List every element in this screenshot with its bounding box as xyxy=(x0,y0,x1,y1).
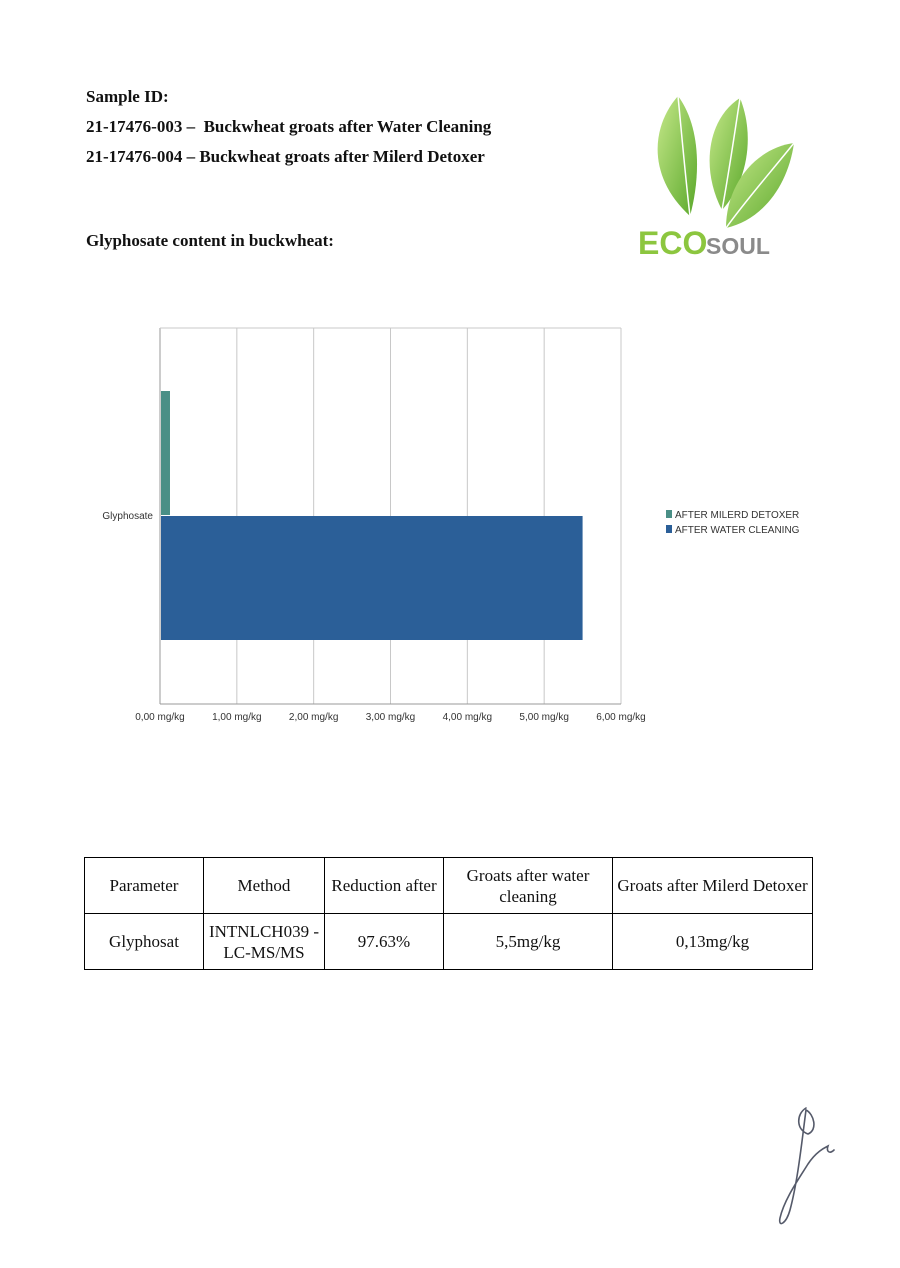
sample-id-label: Sample ID: xyxy=(86,87,169,106)
chart-x-ticks xyxy=(135,712,645,723)
cell-parameter: Glyphosat xyxy=(85,914,204,970)
table-header-row xyxy=(85,858,813,914)
table-row xyxy=(85,914,813,970)
section-title: Glyphosate content in buckwheat: xyxy=(86,231,334,250)
header-reduction: Reduction after xyxy=(325,858,444,914)
x-tick-label: 2,00 mg/kg xyxy=(288,712,339,723)
logo-text-eco: ECO xyxy=(638,225,708,261)
legend-swatch xyxy=(666,510,672,518)
legend-swatch xyxy=(666,525,672,533)
cell-milerd-detoxer: 0,13mg/kg xyxy=(613,914,813,970)
x-tick-label: 0,00 mg/kg xyxy=(135,712,185,723)
cell-method: INTNLCH039 - LC-MS/MS xyxy=(204,914,325,970)
results-table xyxy=(84,857,813,970)
cell-water-cleaning: 5,5mg/kg xyxy=(444,914,613,970)
x-tick-label: 1,00 mg/kg xyxy=(212,712,262,723)
sample-id-1: 21-17476-003 – Buckwheat groats after Water Cleaning xyxy=(86,117,492,136)
ecosoul-logo xyxy=(630,88,810,263)
glyphosate-chart xyxy=(90,320,830,740)
legend-label: AFTER MILERD DETOXER xyxy=(675,510,800,521)
chart-category-label: Glyphosate xyxy=(102,511,153,522)
header-milerd-detoxer: Groats after Milerd Detoxer xyxy=(613,858,813,914)
x-tick-label: 4,00 mg/kg xyxy=(442,712,493,723)
x-tick-label: 5,00 mg/kg xyxy=(519,712,569,723)
header-method: Method xyxy=(204,858,325,914)
leaf-icon xyxy=(658,96,794,228)
legend-label: AFTER WATER CLEANING xyxy=(675,525,800,536)
chart-legend xyxy=(666,510,800,536)
cell-reduction: 97.63% xyxy=(325,914,444,970)
bar-water-cleaning xyxy=(161,516,583,640)
logo-text-soul: SOUL xyxy=(706,233,770,259)
bar-milerd-detoxer xyxy=(161,391,170,515)
sample-id-2: 21-17476-004 – Buckwheat groats after Milerd Detoxer xyxy=(86,147,485,166)
chart-bars xyxy=(161,391,583,640)
header-parameter: Parameter xyxy=(85,858,204,914)
x-tick-label: 3,00 mg/kg xyxy=(365,712,416,723)
header-water-cleaning: Groats after water cleaning xyxy=(444,858,613,914)
signature xyxy=(768,1100,848,1235)
sample-header xyxy=(86,82,491,172)
x-tick-label: 6,00 mg/kg xyxy=(596,712,646,723)
